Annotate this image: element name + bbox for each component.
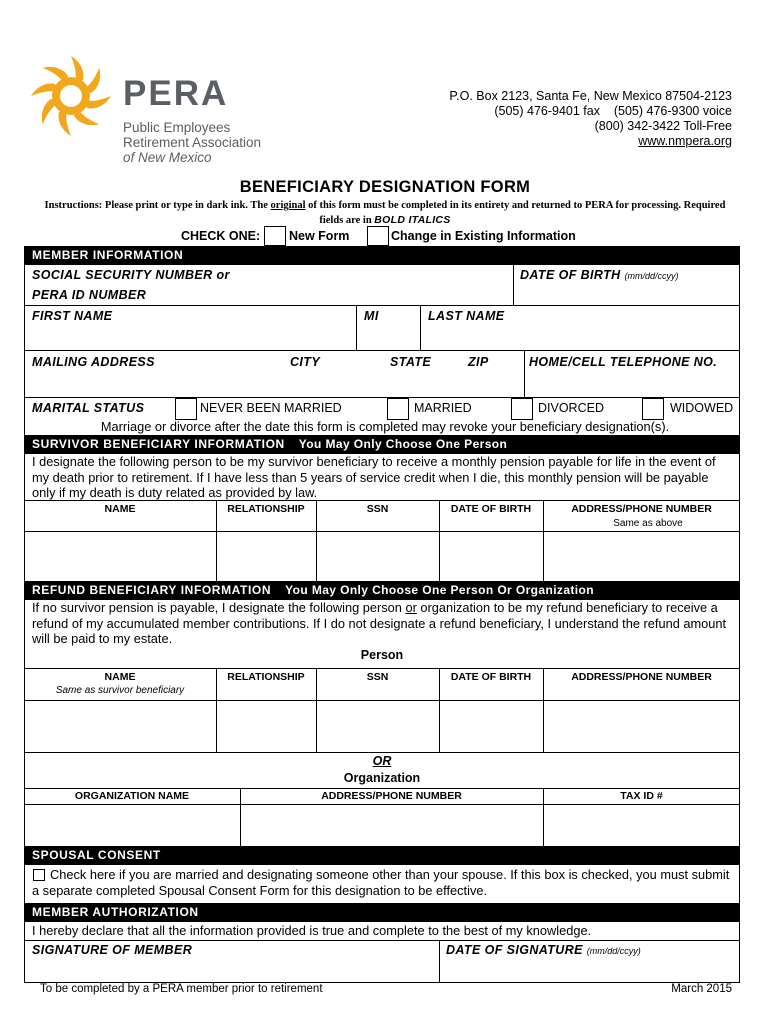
or-label: OR [372,754,392,768]
pera-id-label: PERA ID NUMBER [32,288,147,302]
org-address-field[interactable] [242,806,541,844]
address-line-1: P.O. Box 2123, Santa Fe, New Mexico 87504-2123 [449,89,732,103]
survivor-name-field[interactable] [26,533,214,579]
ssn-label: SOCIAL SECURITY NUMBER or [32,268,230,282]
never-married-label: NEVER BEEN MARRIED [200,401,342,415]
refund-relationship-field[interactable] [218,702,314,750]
first-name-field[interactable] [28,326,354,348]
first-name-label: FIRST NAME [32,309,113,323]
organization-label: Organization [343,771,421,785]
refund-dob-field[interactable] [441,702,541,750]
widowed-checkbox[interactable] [642,398,664,420]
last-name-field[interactable] [422,326,738,348]
marital-status-label: MARITAL STATUS [32,401,145,415]
survivor-section-header: SURVIVOR BENEFICIARY INFORMATION You May Only Choose One Person [24,435,740,454]
survivor-ssn-field[interactable] [318,533,437,579]
refund-name-field[interactable] [26,702,214,750]
new-form-label: New Form [289,229,350,243]
survivor-relationship-field[interactable] [218,533,314,579]
refund-col-ssn: SSN [366,671,389,683]
org-taxid-field[interactable] [545,806,738,844]
person-label: Person [360,648,404,662]
new-form-checkbox[interactable] [264,226,286,246]
refund-name-note: Same as survivor beneficiary [55,685,185,696]
survivor-col-address: ADDRESS/PHONE NUMBER [571,503,712,515]
org-col-address: ADDRESS/PHONE NUMBER [321,790,462,802]
mi-label: MI [364,309,379,323]
divorced-label: DIVORCED [538,401,604,415]
refund-section-header: REFUND BENEFICIARY INFORMATION You May Only Choose One Person Or Organization [24,581,740,600]
logo-line-3: of New Mexico [123,150,212,165]
mi-field[interactable] [358,326,418,348]
signature-field[interactable] [28,958,436,980]
logo-name: PERA [123,74,229,113]
org-col-taxid: TAX ID # [620,790,663,802]
refund-col-address: ADDRESS/PHONE NUMBER [571,671,712,683]
dob-field[interactable] [518,284,736,304]
refund-text: If no survivor pension is payable, I designate the following person or organization to be my refund beneficiary to receive a refund of my accumulated member contributions. If I do not designate a refund beneficiary, I understand the refund amount will be paid to my estate. [32,600,727,646]
refund-ssn-field[interactable] [318,702,437,750]
address-line-2: (505) 476-9401 fax (505) 476-9300 voice [494,104,732,118]
refund-col-dob: DATE OF BIRTH [450,671,532,683]
check-one-label: CHECK ONE: [181,229,261,243]
footer-left: To be completed by a PERA member prior to retirement [40,983,323,995]
last-name-label: LAST NAME [428,309,505,323]
phone-field[interactable] [528,372,738,394]
survivor-col-name: NAME [104,503,136,515]
survivor-col-dob: DATE OF BIRTH [450,503,532,515]
refund-col-relationship: RELATIONSHIP [227,671,305,683]
mailing-address-field[interactable] [28,372,522,394]
mailing-address-label: MAILING ADDRESS [32,355,155,369]
survivor-text: I designate the following person to be my survivor beneficiary to receive a monthly pension payable for life in the event of my death prior to retirement. If I have less than 5 years of service credit when I die, this monthly pension will be payable only if my death is duty related as provided by law. [32,454,716,500]
never-married-checkbox[interactable] [175,398,197,420]
survivor-address-field[interactable] [545,533,738,579]
logo-line-1: Public Employees [123,120,231,135]
survivor-address-note: Same as above [613,518,683,529]
phone-label: HOME/CELL TELEPHONE NO. [529,355,718,369]
signature-label: SIGNATURE OF MEMBER [32,943,193,957]
zip-label: ZIP [468,355,489,369]
ssn-field[interactable] [32,284,510,304]
married-label: MARRIED [414,401,472,415]
date-signature-label: DATE OF SIGNATURE (mm/dd/ccyy) [446,943,641,957]
logo-line-2: Retirement Association [123,135,262,150]
website-link-wrap [638,134,732,149]
survivor-dob-field[interactable] [441,533,541,579]
survivor-col-relationship: RELATIONSHIP [227,503,305,515]
change-info-label: Change in Existing Information [391,229,576,243]
authorization-section-header: MEMBER AUTHORIZATION [24,903,740,922]
spousal-section-header: SPOUSAL CONSENT [24,846,740,865]
footer-right: March 2015 [671,983,732,995]
refund-col-name: NAME [104,671,136,683]
survivor-col-ssn: SSN [366,503,389,515]
spousal-text: Check here if you are married and designating someone other than your spouse. If this box is checked, you must submit a separate completed Spousal Consent Form for this designation to be effective. [32,867,730,898]
state-label: STATE [390,355,432,369]
change-info-checkbox[interactable] [367,226,389,246]
divorced-checkbox[interactable] [511,398,533,420]
member-section-header: MEMBER INFORMATION [24,246,740,265]
married-checkbox[interactable] [387,398,409,420]
date-signature-field[interactable] [444,958,738,980]
instructions: Instructions: Please print or type in dark ink. The original of this form must be completed in its entirety and returned to PERA for processing. Required fields are in BOLD ITALICS [44,200,726,226]
city-label: CITY [290,355,321,369]
refund-address-field[interactable] [545,702,738,750]
address-line-3: (800) 342-3422 Toll-Free [594,119,732,133]
marital-note: Marriage or divorce after the date this form is completed may revoke your beneficiary designation(s). [100,419,670,434]
form-title: BENEFICIARY DESIGNATION FORM [239,178,531,196]
widowed-label: WIDOWED [670,401,734,415]
dob-label: DATE OF BIRTH (mm/dd/ccyy) [520,268,679,282]
org-col-name: ORGANIZATION NAME [74,790,190,802]
org-name-field[interactable] [26,806,238,844]
authorization-text: I hereby declare that all the information provided is true and complete to the best of my knowledge. [32,923,592,938]
pera-sun-logo [30,55,112,137]
website-link[interactable]: www.nmpera.org [638,134,732,148]
